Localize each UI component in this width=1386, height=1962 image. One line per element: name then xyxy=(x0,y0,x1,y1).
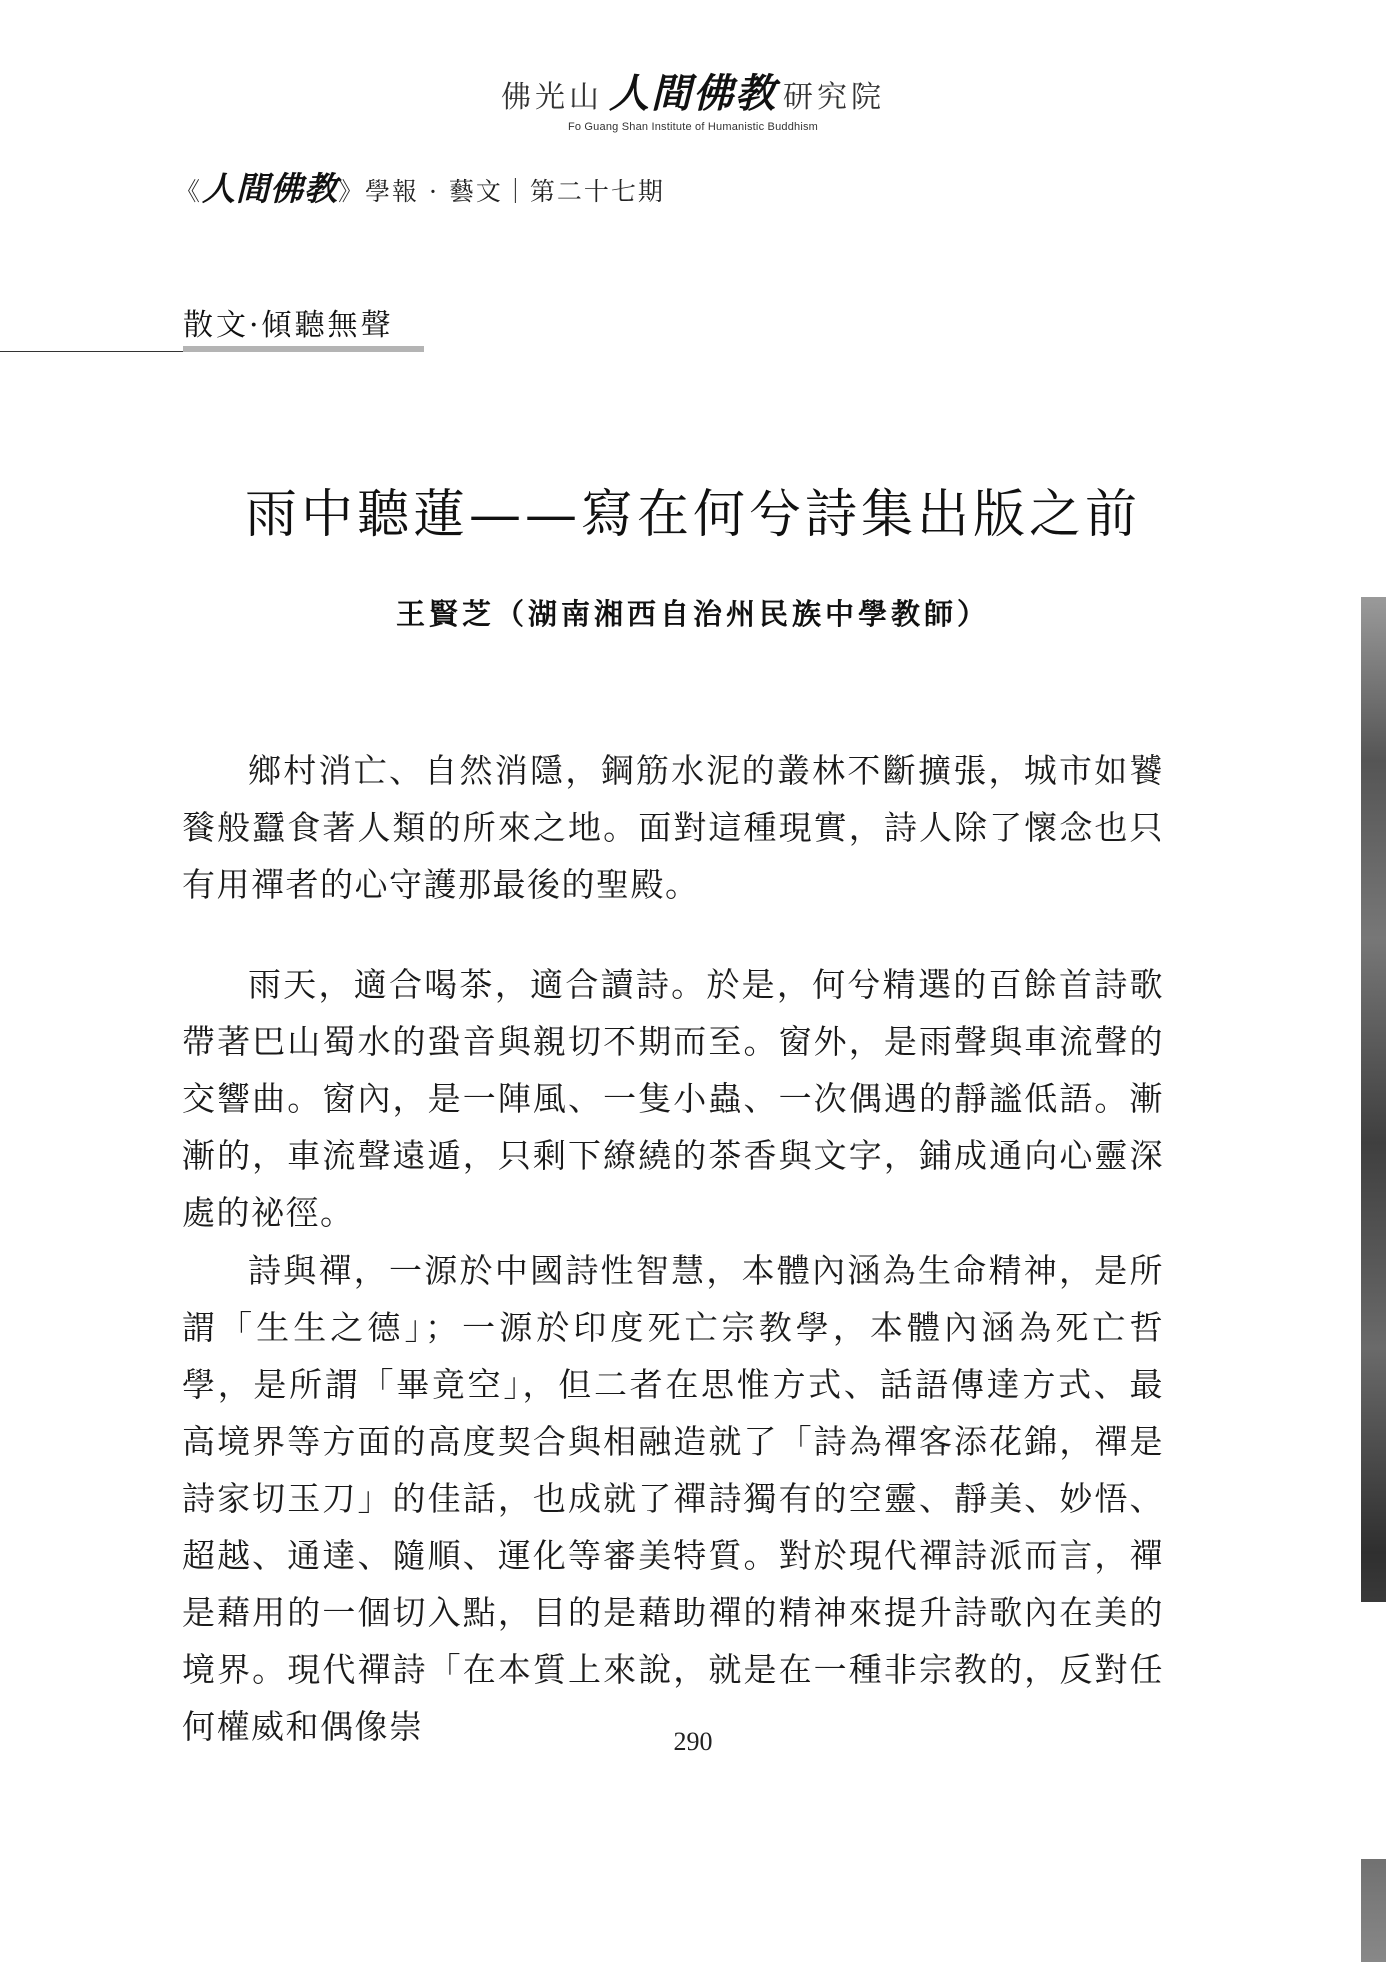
institute-header xyxy=(0,62,1386,133)
institute-brand-logo: 人間佛教 xyxy=(609,71,777,117)
journal-brand: 人間佛教 xyxy=(202,169,339,208)
institute-english-name: Fo Guang Shan Institute of Humanistic Buddhism xyxy=(567,121,819,133)
body-paragraph-2: 雨天，適合喝茶，適合讀詩。於是，何兮精選的百餘首詩歌帶著巴山蜀水的蛩音與親切不期而至。窗外，是雨聲與車流聲的交響曲。窗內，是一陣風、一隻小蟲、一次偶遇的靜謐低語。漸漸的，車流聲遠遁，只剩下繚繞的茶香與文字，鋪成通向心靈深處的祕徑。 xyxy=(182,965,1164,1232)
institute-suffix: 研究院 xyxy=(783,80,885,115)
journal-open-bracket: 《 xyxy=(175,177,203,206)
body-paragraph-3: 詩與禪，一源於中國詩性智慧，本體內涵為生命精神，是所謂「生生之德」；一源於印度死亡宗教學，本體內涵為死亡哲學，是所謂「畢竟空」，但二者在思惟方式、話語傳達方式、最高境界等方面的高度契合與相融造就了「詩為禪客添花錦，禪是詩家切玉刀」的佳話，也成就了禪詩獨有的空靈、靜美、妙悟、超越、通達、隨順、運化等審美特質。對於現代禪詩派而言，禪是藉用的一個切入點，目的是藉助禪的精神來提升詩歌內在美的境界。現代禪詩「在本質上來說，就是在一種非宗教的，反對任何權威和偶像崇 xyxy=(182,1251,1164,1746)
institute-name xyxy=(0,62,1386,119)
journal-issue-info: 》學報 · 藝文｜第二十七期 xyxy=(338,177,665,206)
body-paragraph-1: 鄉村消亡、自然消隱，鋼筋水泥的叢林不斷擴張，城市如饕餮般蠶食著人類的所來之地。面對這種現實，詩人除了懷念也只有用禪者的心守護那最後的聖殿。 xyxy=(182,751,1164,904)
author-byline: 王賢芝（湖南湘西自治州民族中學教師） xyxy=(395,597,990,631)
institute-prefix: 佛光山 xyxy=(501,80,603,115)
section-rule-thick xyxy=(183,346,424,352)
page-number: 290 xyxy=(673,1727,713,1756)
journal-issue-line xyxy=(175,163,665,210)
edge-photo-mask xyxy=(1361,1602,1386,1859)
article-title: 雨中聽蓮——寫在何兮詩集出版之前 xyxy=(244,485,1141,545)
section-tag: 散文·傾聽無聲 xyxy=(183,308,394,343)
